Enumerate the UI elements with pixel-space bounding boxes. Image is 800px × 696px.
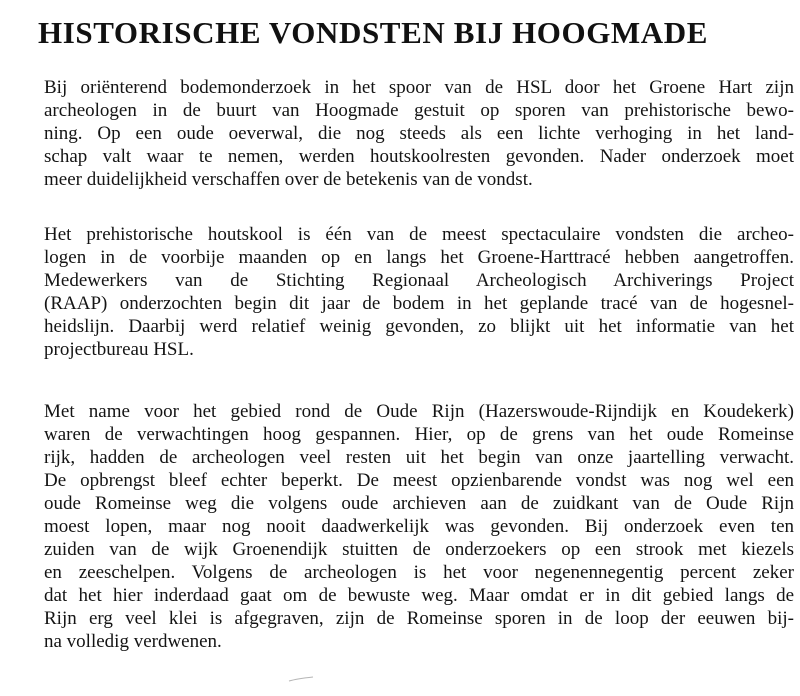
- paragraph-2: [44, 223, 794, 361]
- paragraph-line: heidslijn. Daarbij werd relatief weinig gevonden, zo blijkt uit het informatie van het: [44, 316, 794, 337]
- paragraph-line: schap valt waar te nemen, werden houtskoolresten gevonden. Nader onderzoek moet: [44, 146, 794, 167]
- paragraph-line: waren de verwachtingen hoog gespannen. Hier, op de grens van het oude Romeinse: [44, 424, 794, 445]
- paragraph-line: en zeeschelpen. Volgens de archeologen is het voor negenennegentig percent zeker: [44, 562, 794, 583]
- paragraph-line: archeologen in de buurt van Hoogmade gestuit op sporen van prehistorische bewo-: [44, 100, 794, 121]
- paragraph-line: Het prehistorische houtskool is één van de meest spectaculaire vondsten die archeo-: [44, 224, 794, 245]
- paragraph-line: Rijn erg veel klei is afgegraven, zijn de Romeinse sporen in de loop der eeuwen bij-: [44, 608, 794, 629]
- paragraph-line: rijk, hadden de archeologen veel resten uit het begin van onze jaartelling verwacht.: [44, 447, 794, 468]
- paragraph-line: na volledig verdwenen.: [44, 631, 222, 652]
- paragraph-line: dat het hier inderdaad gaat om de bewuste weg. Maar omdat er in dit gebied langs de: [44, 585, 794, 606]
- paragraph-line: (RAAP) onderzochten begin dit jaar de bodem in het geplande tracé van de hogesnel-: [44, 293, 794, 314]
- paragraph-line: logen in de voorbije maanden op en langs het Groene-Harttracé hebben aangetroffen.: [44, 247, 794, 268]
- paragraph-line: oude Romeinse weg die volgens oude archieven aan de zuidkant van de Oude Rijn: [44, 493, 794, 514]
- paragraph-line: De opbrengst bleef echter beperkt. De meest opzienbarende vondst was nog wel een: [44, 470, 794, 491]
- paragraph-line: zuiden van de wijk Groenendijk stuitten de onderzoekers op een strook met kiezels: [44, 539, 794, 560]
- paragraph-line: Medewerkers van de Stichting Regionaal Archeologisch Archiverings Project: [44, 270, 794, 291]
- paragraph-3: [44, 400, 794, 653]
- paragraph-line: ning. Op een oude oeverwal, die nog steeds als een lichte verhoging in het land-: [44, 123, 794, 144]
- article-title: HISTORISCHE VONDSTEN BIJ HOOGMADE: [38, 15, 709, 50]
- pencil-mark: [288, 676, 314, 682]
- paragraph-1: [44, 76, 794, 191]
- paragraph-line: moest lopen, maar nog nooit daadwerkelijk was gevonden. Bij onderzoek even ten: [44, 516, 794, 537]
- paragraph-line: meer duidelijkheid verschaffen over de betekenis van de vondst.: [44, 169, 533, 190]
- paragraph-line: Bij oriënterend bodemonderzoek in het spoor van de HSL door het Groene Hart zijn: [44, 77, 794, 98]
- paragraph-line: Met name voor het gebied rond de Oude Rijn (Hazerswoude-Rijndijk en Koudekerk): [44, 401, 794, 422]
- paragraph-line: projectbureau HSL.: [44, 339, 194, 360]
